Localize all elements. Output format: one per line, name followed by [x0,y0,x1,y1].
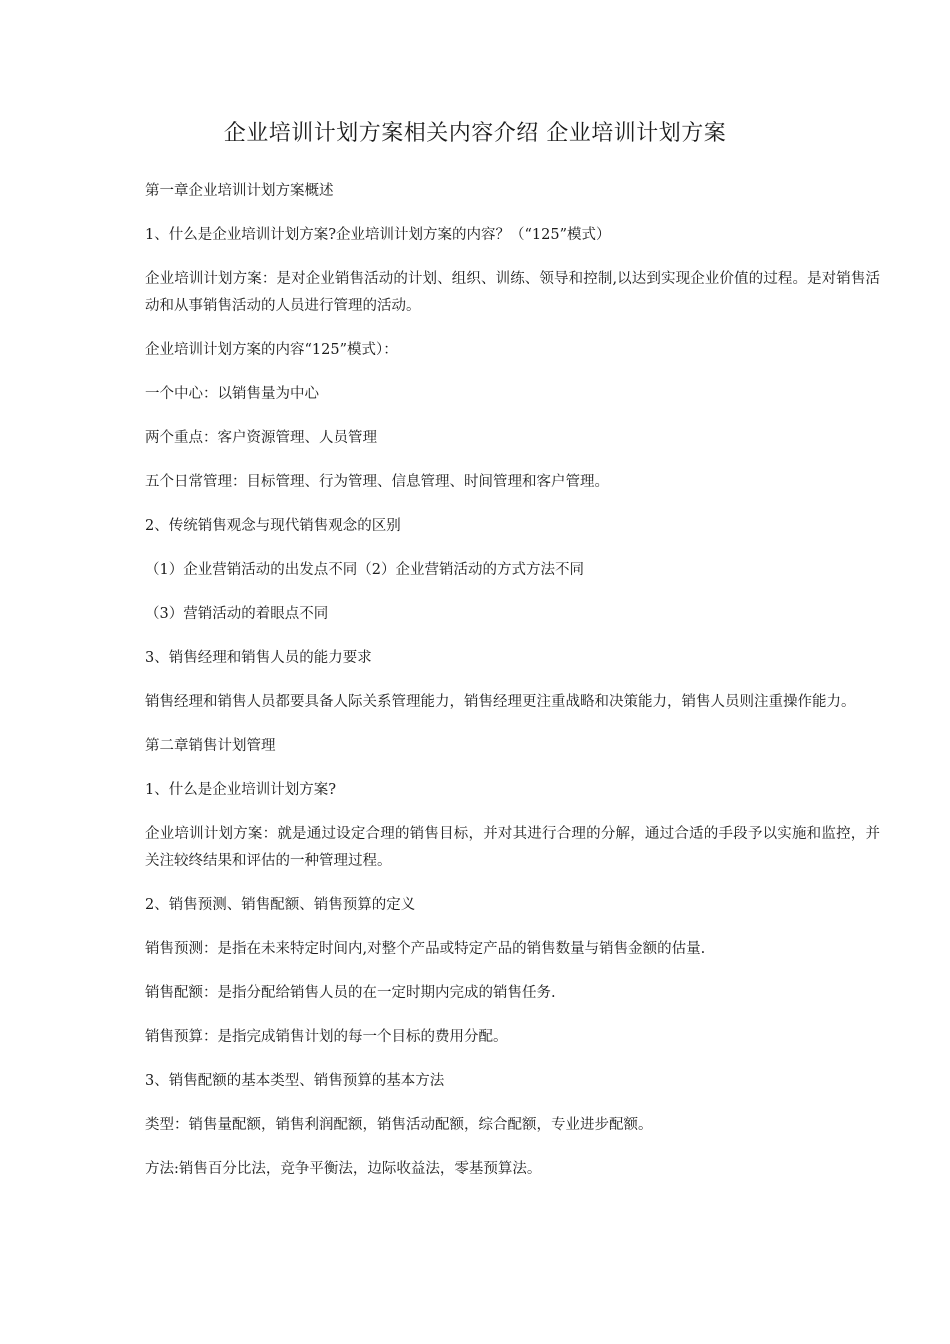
section-heading: 1、什么是企业培训计划方案?企业培训计划方案的内容？（“125”模式） [145,227,611,243]
paragraph: 类型：销售量配额，销售利润配额，销售活动配额，综合配额，专业进步配额。 [145,1117,653,1133]
section-heading: 2、传统销售观念与现代销售观念的区别 [145,518,401,534]
paragraph: 企业培训计划方案：是对企业销售活动的计划、组织、训练、领导和控制,以达到实现企业价值的过程。是对销售活动和从事销售活动的人员进行管理的活动。 [145,271,880,314]
paragraph: 企业培训计划方案的内容“125”模式）： [145,342,398,358]
section-heading: 2、销售预测、销售配额、销售预算的定义 [145,897,416,913]
section-heading: 3、销售配额的基本类型、销售预算的基本方法 [145,1073,445,1089]
list-item: 五个日常管理：目标管理、行为管理、信息管理、时间管理和客户管理。 [145,474,609,490]
paragraph: 企业培训计划方案：就是通过设定合理的销售目标，并对其进行合理的分解，通过合适的手段予以实施和监控，并关注较终结果和评估的一种管理过程。 [145,826,880,869]
section-heading: 1、什么是企业培训计划方案? [145,782,336,798]
list-item: 两个重点：客户资源管理、人员管理 [145,430,377,446]
paragraph: 销售经理和销售人员都要具备人际关系管理能力，销售经理更注重战略和决策能力，销售人员则注重操作能力。 [145,694,856,710]
heading-chapter-1: 第一章企业培训计划方案概述 [145,183,334,199]
paragraph: 方法:销售百分比法，竞争平衡法，边际收益法，零基预算法。 [145,1161,542,1177]
definition: 销售配额：是指分配给销售人员的在一定时期内完成的销售任务. [145,985,556,1001]
definition: 销售预算：是指完成销售计划的每一个目标的费用分配。 [145,1029,508,1045]
definition: 销售预测：是指在未来特定时间内,对整个产品或特定产品的销售数量与销售金额的估量. [145,941,706,957]
section-heading: 3、销售经理和销售人员的能力要求 [145,650,372,666]
list-item: 一个中心：以销售量为中心 [145,386,319,402]
list-item: （1）企业营销活动的出发点不同（2）企业营销活动的方式方法不同 [145,562,584,578]
document-body [145,178,880,1200]
list-item: （3）营销活动的着眼点不同 [145,606,329,622]
document-title: 企业培训计划方案相关内容介绍 企业培训计划方案 [223,121,727,146]
heading-chapter-2: 第二章销售计划管理 [145,738,276,754]
